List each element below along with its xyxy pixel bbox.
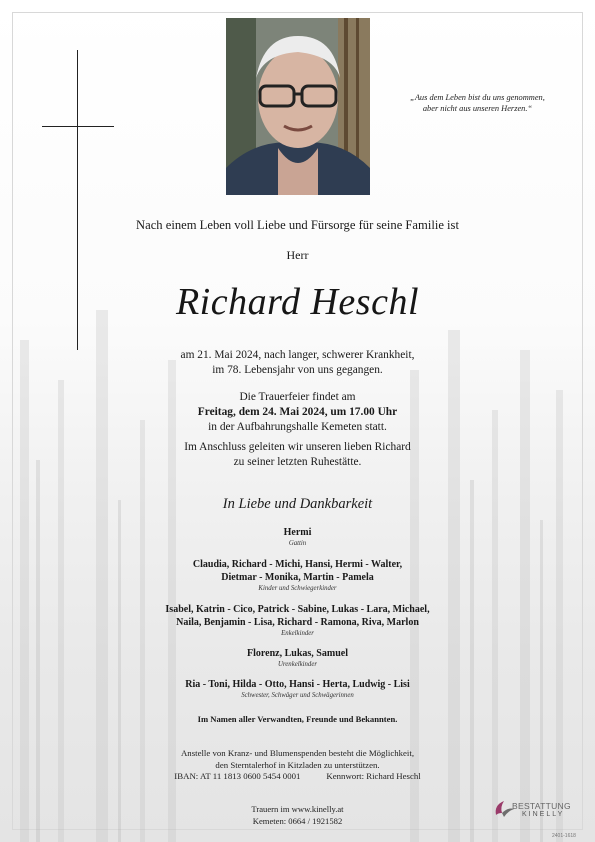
memorial-quote (380, 92, 575, 114)
donation-notice (0, 748, 595, 783)
family-group-spouse (0, 526, 595, 548)
family-group-children (0, 558, 595, 593)
undertaker-phone: Kemeten: 0664 / 1921582 (252, 815, 343, 826)
death-notice (0, 348, 595, 378)
undertaker-logo (492, 795, 580, 825)
iban-text: IBAN: AT 11 1813 0600 5454 0001 (174, 771, 301, 781)
deceased-name: Richard Heschl (175, 281, 420, 323)
honorific: Herr (286, 248, 309, 262)
closing-line: Im Namen aller Verwandten, Freunde und Bekannten. (197, 714, 398, 724)
burial-line-1: Im Anschluss geleiten wir unseren lieben Richard (184, 441, 411, 453)
burial-line-2: zu seiner letzten Ruhestätte. (233, 456, 362, 468)
family-names: Isabel, Katrin - Cico, Patrick - Sabine, Lukas - Lara, Michael, (165, 604, 430, 615)
logo-subtext: KINELLY (522, 811, 565, 818)
family-names: Dietmar - Monika, Martin - Pamela (221, 572, 374, 583)
family-role: Enkelkinder (281, 630, 314, 637)
undertaker-website: Trauern im www.kinelly.at (251, 804, 344, 814)
quote-line-1: „Aus dem Leben bist du uns genommen, (410, 93, 545, 102)
family-names: Ria - Toni, Hilda - Otto, Hansi - Herta, Ludwig - Lisi (185, 679, 410, 690)
logo-text: BESTATTUNG (512, 801, 571, 811)
family-names: Claudia, Richard - Michi, Hansi, Hermi - Walter, (192, 559, 403, 570)
family-role: Schwester, Schwäger und Schwägerinnen (241, 692, 354, 699)
family-names: Naila, Benjamin - Lisa, Richard - Ramona, Riva, Marlon (176, 617, 419, 628)
cross-horizontal-bar (42, 126, 114, 127)
ceremony-location: in der Aufbahrungshalle Kemeten statt. (208, 421, 387, 433)
family-role: Urenkelkinder (277, 661, 317, 668)
ceremony-notice (0, 390, 595, 435)
family-group-siblings (0, 678, 595, 700)
portrait-photo (226, 18, 370, 195)
death-line-2: im 78. Lebensjahr von uns gegangen. (212, 364, 383, 376)
ceremony-line-1: Die Trauerfeier findet am (239, 391, 356, 403)
donation-bank-line (0, 771, 595, 783)
document-code: 2401-1618 (552, 833, 576, 839)
family-names: Hermi (283, 527, 312, 538)
burial-notice (0, 440, 595, 470)
family-role: Gattin (288, 540, 307, 547)
keyword-text: Kennwort: Richard Heschl (326, 771, 421, 781)
ceremony-date: Freitag, dem 24. Mai 2024, um 17.00 Uhr (197, 406, 398, 418)
quote-line-2: aber nicht aus unseren Herzen.“ (422, 104, 533, 113)
family-group-grandchildren (0, 603, 595, 638)
donation-line-1: Anstelle von Kranz- und Blumenspenden besteht die Möglichkeit, (180, 748, 415, 758)
thanks-heading: In Liebe und Dankbarkeit (222, 496, 373, 512)
family-role: Kinder und Schwiegerkinder (258, 585, 337, 592)
intro-text: Nach einem Leben voll Liebe und Fürsorge für seine Familie ist (136, 218, 459, 232)
family-names: Florenz, Lukas, Samuel (247, 648, 348, 659)
family-group-great-grandchildren (0, 647, 595, 669)
donation-line-2: den Sterntalerhof in Kitzladen zu unterstützen. (215, 759, 380, 770)
death-line-1: am 21. Mai 2024, nach langer, schwerer Krankheit, (180, 349, 415, 361)
